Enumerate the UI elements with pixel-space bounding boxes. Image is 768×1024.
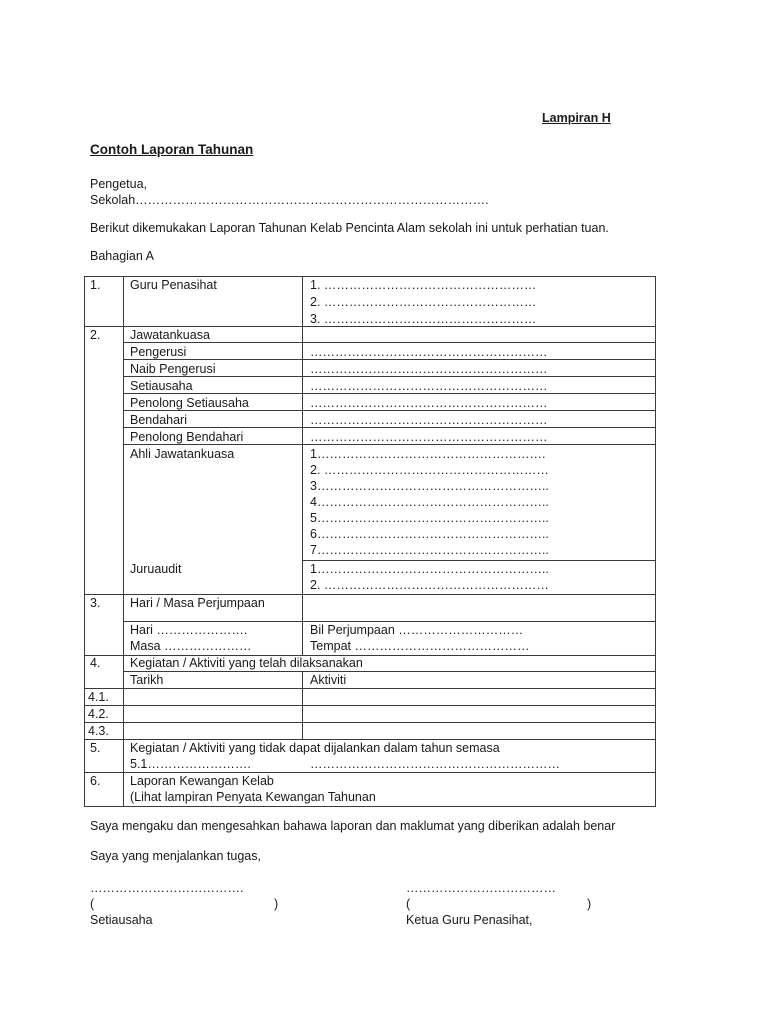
activity-column-header: Aktiviti	[310, 673, 347, 687]
advisor-line: 2. ……………………………………………	[310, 295, 537, 309]
row-label: Kegiatan / Aktiviti yang tidak dapat dijalankan dalam tahun semasa	[130, 741, 500, 755]
name-paren-open: (	[90, 897, 95, 911]
intro-statement: Berikut dikemukakan Laporan Tahunan Kelab Pencinta Alam sekolah ini untuk perhatian tuan.	[90, 221, 609, 235]
row-label: Guru Penasihat	[130, 278, 217, 292]
auditor-line: 2. ………………………………………………	[310, 578, 549, 592]
committee-member-line: 3………………………………………………..	[310, 479, 549, 493]
day-field: Hari ………………….	[130, 623, 248, 637]
row-number: 2.	[90, 328, 101, 342]
position-value: …………………………………………………	[310, 430, 548, 444]
document-title: Contoh Laporan Tahunan	[90, 142, 254, 157]
position-value: …………………………………………………	[310, 413, 548, 427]
head-advisor-role: Ketua Guru Penasihat,	[406, 913, 533, 927]
position-label: Setiausaha	[130, 379, 193, 393]
position-label: Bendahari	[130, 413, 187, 427]
sub-row-number: 4.3.	[88, 724, 109, 738]
meeting-count-field: Bil Perjumpaan …………………………	[310, 623, 524, 637]
position-label: Penolong Setiausaha	[130, 396, 249, 410]
committee-member-line: 1……………………………………………….	[310, 447, 546, 461]
auditor-label: Juruaudit	[130, 562, 182, 576]
position-label: Penolong Bendahari	[130, 430, 244, 444]
auditor-line: 1………………………………………………..	[310, 562, 549, 576]
committee-member-line: 5………………………………………………..	[310, 511, 549, 525]
advisor-line: 1. ……………………………………………	[310, 278, 537, 292]
signature-line-secretary: ……………………………….	[90, 881, 244, 895]
time-field: Masa …………………	[130, 639, 252, 653]
position-value: …………………………………………………	[310, 379, 548, 393]
section-heading: Bahagian A	[90, 249, 154, 263]
committee-member-line: 2. ………………………………………………	[310, 463, 549, 477]
committee-member-line: 4………………………………………………..	[310, 495, 549, 509]
finance-note: (Lihat lampiran Penyata Kewangan Tahunan	[130, 790, 376, 804]
advisor-line: 3. ……………………………………………	[310, 312, 537, 326]
secretary-role: Setiausaha	[90, 913, 153, 927]
addressee: Pengetua,	[90, 177, 147, 191]
position-value: …………………………………………………	[310, 345, 548, 359]
position-label: Pengerusi	[130, 345, 187, 359]
sub-row-number: 4.1.	[88, 690, 109, 704]
appendix-label: Lampiran H	[542, 111, 611, 125]
position-value: …………………………………………………	[310, 362, 548, 376]
row-number: 5.	[90, 741, 101, 755]
row-label: Hari / Masa Perjumpaan	[130, 596, 265, 610]
committee-members-label: Ahli Jawatankuasa	[130, 447, 235, 461]
name-paren-close: )	[587, 897, 592, 911]
unfinished-activity-line: 5.1…………………….	[130, 757, 251, 771]
committee-member-line: 7………………………………………………..	[310, 543, 549, 557]
name-paren-close: )	[274, 897, 279, 911]
row-number: 1.	[90, 278, 101, 292]
unfinished-activity-line: ……………………………………………………	[310, 757, 560, 771]
position-label: Naib Pengerusi	[130, 362, 216, 376]
position-value: …………………………………………………	[310, 396, 548, 410]
school-line: Sekolah………………………………………………………………………….	[90, 193, 489, 207]
row-number: 6.	[90, 774, 101, 788]
name-paren-open: (	[406, 897, 411, 911]
duty-statement: Saya yang menjalankan tugas,	[90, 849, 261, 863]
row-number: 3.	[90, 596, 101, 610]
sub-row-number: 4.2.	[88, 707, 109, 721]
row-label: Jawatankuasa	[130, 328, 210, 342]
committee-member-line: 6………………………………………………..	[310, 527, 549, 541]
row-label: Kegiatan / Aktiviti yang telah dilaksanakan	[130, 656, 363, 670]
row-label: Laporan Kewangan Kelab	[130, 774, 274, 788]
declaration: Saya mengaku dan mengesahkan bahawa laporan dan maklumat yang diberikan adalah benar	[90, 819, 616, 833]
row-number: 4.	[90, 656, 101, 670]
date-column-header: Tarikh	[130, 673, 164, 687]
signature-line-head-advisor: ………………………………	[406, 881, 556, 895]
venue-field: Tempat ……………………………………	[310, 639, 530, 653]
